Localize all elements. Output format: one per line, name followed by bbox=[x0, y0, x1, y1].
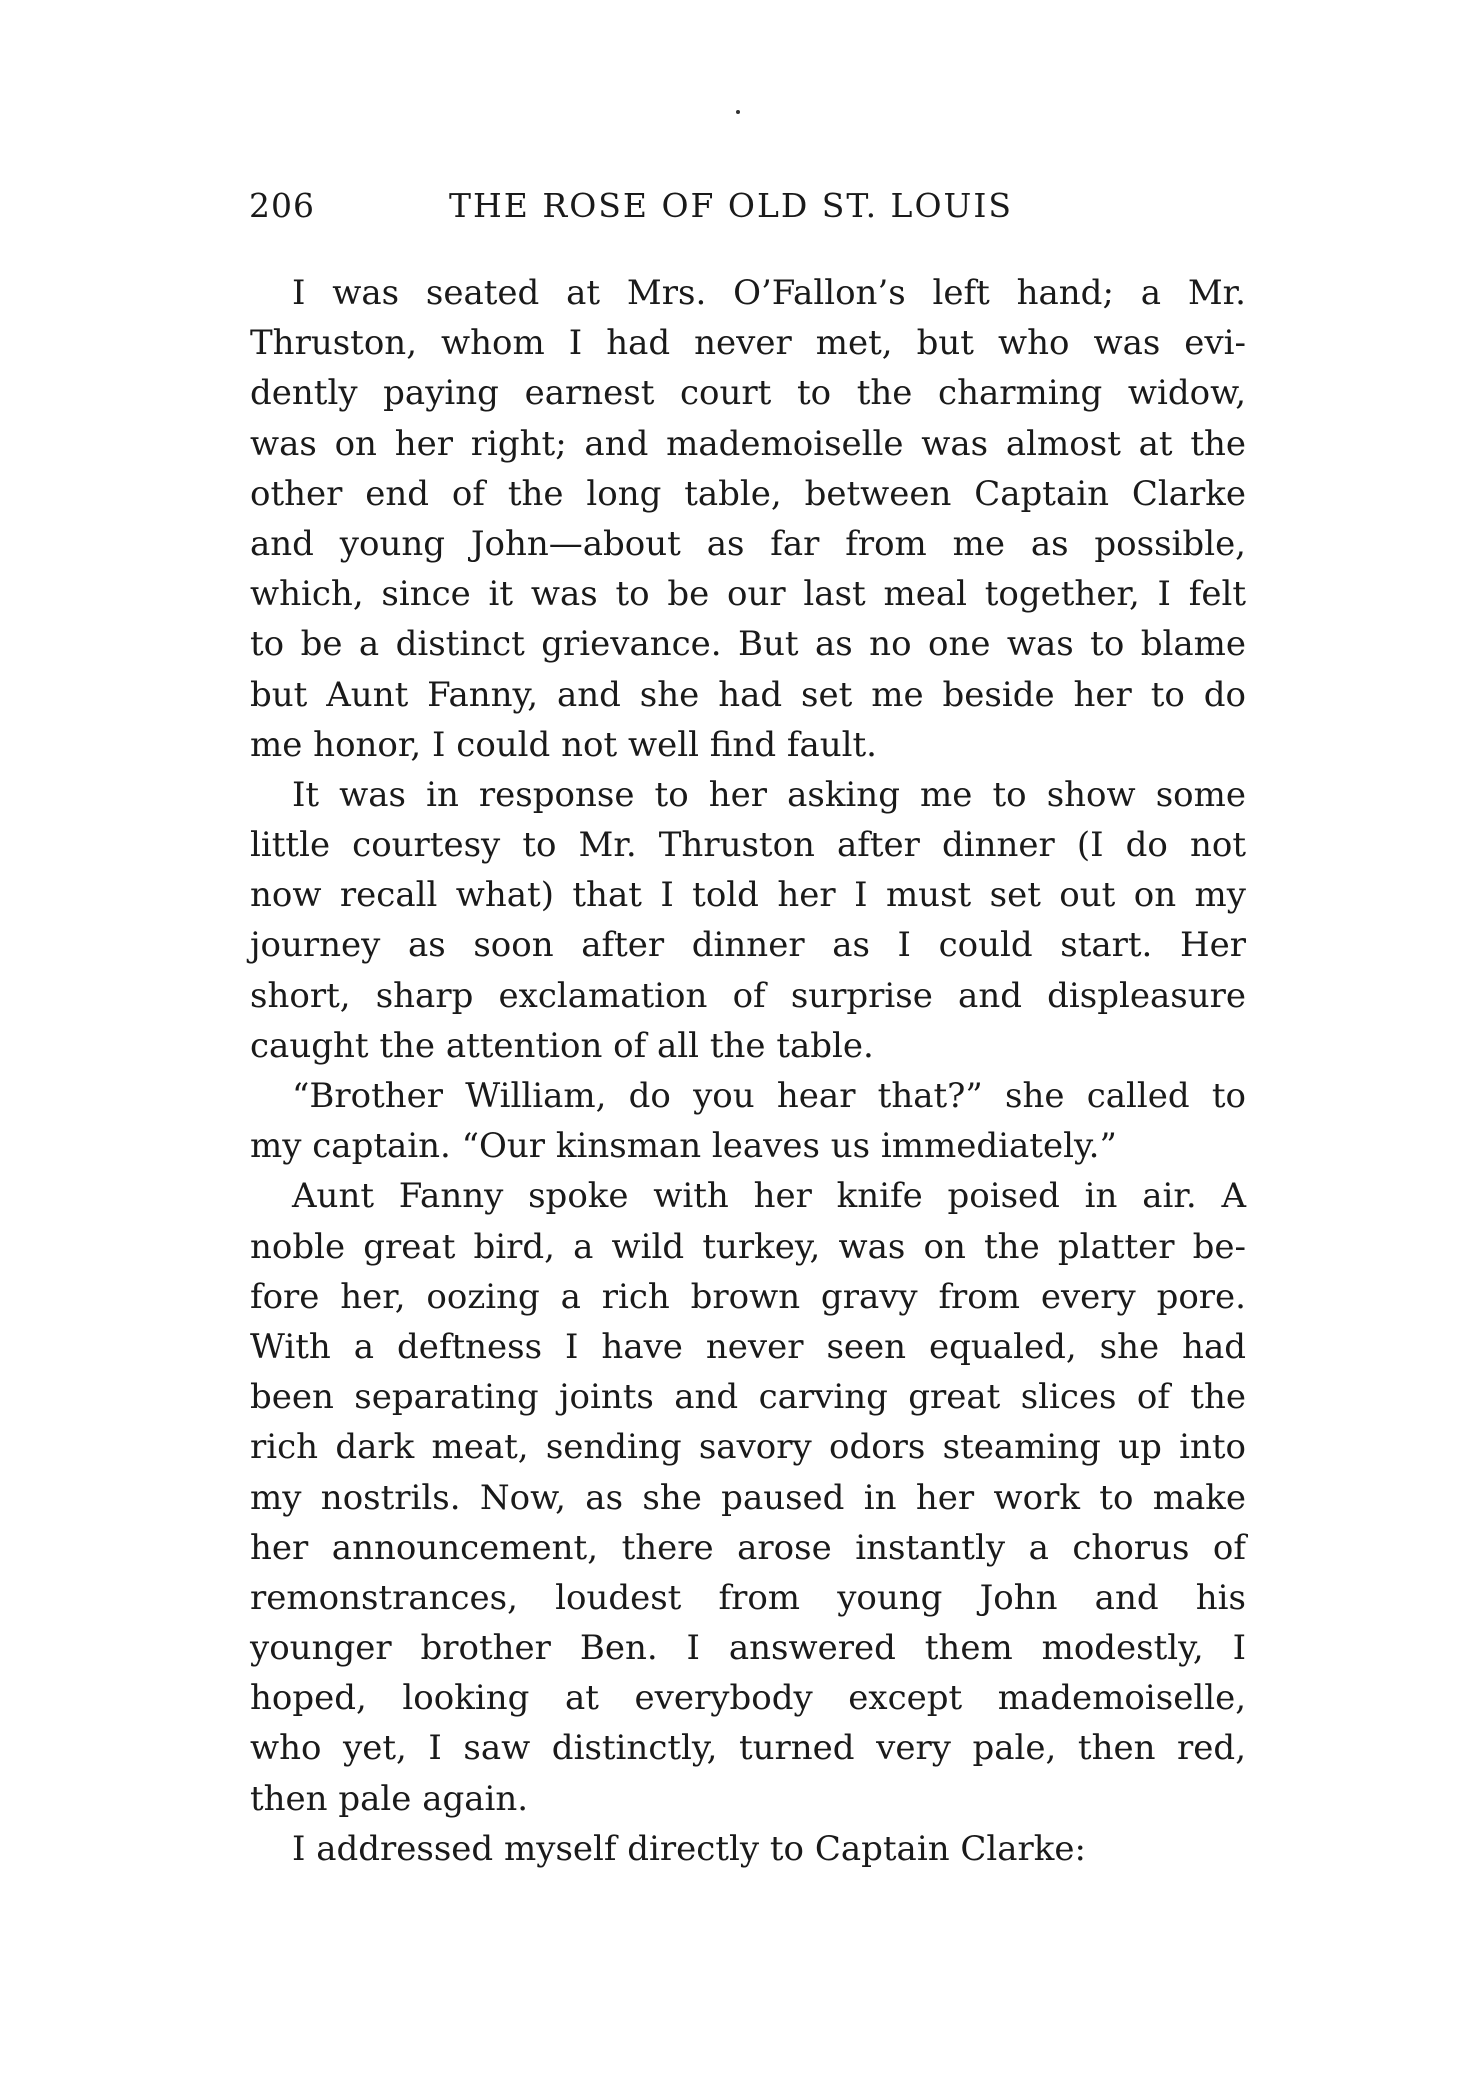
text-line: my captain. “Our kinsman leaves us immediately.” bbox=[250, 1126, 1117, 1167]
text-line: which, since it was to be our last meal together, I felt bbox=[250, 574, 1246, 615]
text-line: Aunt Fanny spoke with her knife poised in air. A bbox=[292, 1176, 1246, 1217]
paragraph bbox=[250, 770, 1246, 1071]
text-line: caught the attention of all the table. bbox=[250, 1025, 874, 1066]
paragraph bbox=[250, 268, 1246, 770]
page-number: 206 bbox=[249, 186, 315, 225]
text-line: It was in response to her asking me to show some bbox=[292, 774, 1246, 815]
text-line: journey as soon after dinner as I could start. Her bbox=[250, 925, 1246, 966]
paragraph bbox=[250, 1824, 1246, 1874]
text-line: I was seated at Mrs. O’Fallon’s left hand; a Mr. bbox=[292, 273, 1246, 313]
text-line: little courtesy to Mr. Thruston after dinner (I do not bbox=[250, 825, 1246, 866]
text-line: noble great bird, a wild turkey, was on the platter be- bbox=[250, 1226, 1246, 1267]
text-line: dently paying earnest court to the charming widow, bbox=[250, 373, 1246, 414]
text-line: and young John—about as far from me as possible, bbox=[250, 523, 1246, 564]
text-line: been separating joints and carving great slices of the bbox=[250, 1377, 1246, 1418]
paragraph bbox=[250, 1071, 1246, 1171]
text-line: her announcement, there arose instantly a chorus of bbox=[250, 1527, 1246, 1568]
text-line: hoped, looking at everybody except mademoiselle, bbox=[250, 1678, 1246, 1719]
text-line: “Brother William, do you hear that?” she called to bbox=[292, 1076, 1246, 1116]
text-line: fore her, oozing a rich brown gravy from every pore. bbox=[250, 1276, 1246, 1317]
text-line: younger brother Ben. I answered them modestly, I bbox=[250, 1628, 1246, 1669]
running-title: THE ROSE OF OLD ST. LOUIS bbox=[449, 186, 1013, 225]
text-line: other end of the long table, between Captain Clarke bbox=[250, 473, 1246, 514]
body-text bbox=[250, 268, 1246, 1874]
text-line: but Aunt Fanny, and she had set me beside her to do bbox=[250, 674, 1246, 715]
text-line: rich dark meat, sending savory odors steaming up into bbox=[250, 1427, 1246, 1468]
text-line: With a deftness I have never seen equaled, she had bbox=[250, 1326, 1246, 1367]
text-line: now recall what) that I told her I must set out on my bbox=[250, 875, 1246, 916]
print-speck bbox=[736, 110, 740, 114]
text-line: Thruston, whom I had never met, but who was evi- bbox=[250, 323, 1246, 364]
text-line: short, sharp exclamation of surprise and displeasure bbox=[250, 975, 1246, 1016]
text-line: was on her right; and mademoiselle was almost at the bbox=[250, 423, 1246, 464]
text-line: to be a distinct grievance. But as no one was to blame bbox=[250, 624, 1246, 665]
text-line: my nostrils. Now, as she paused in her work to make bbox=[250, 1477, 1246, 1518]
text-line: remonstrances, loudest from young John and his bbox=[250, 1577, 1246, 1618]
text-line: me honor, I could not well find fault. bbox=[250, 724, 877, 765]
paragraph bbox=[250, 1171, 1246, 1823]
text-line: who yet, I saw distinctly, turned very pale, then red, bbox=[250, 1728, 1246, 1769]
text-line: then pale again. bbox=[250, 1778, 529, 1819]
text-line: I addressed myself directly to Captain Clarke: bbox=[292, 1828, 1086, 1869]
running-header bbox=[249, 186, 1245, 236]
